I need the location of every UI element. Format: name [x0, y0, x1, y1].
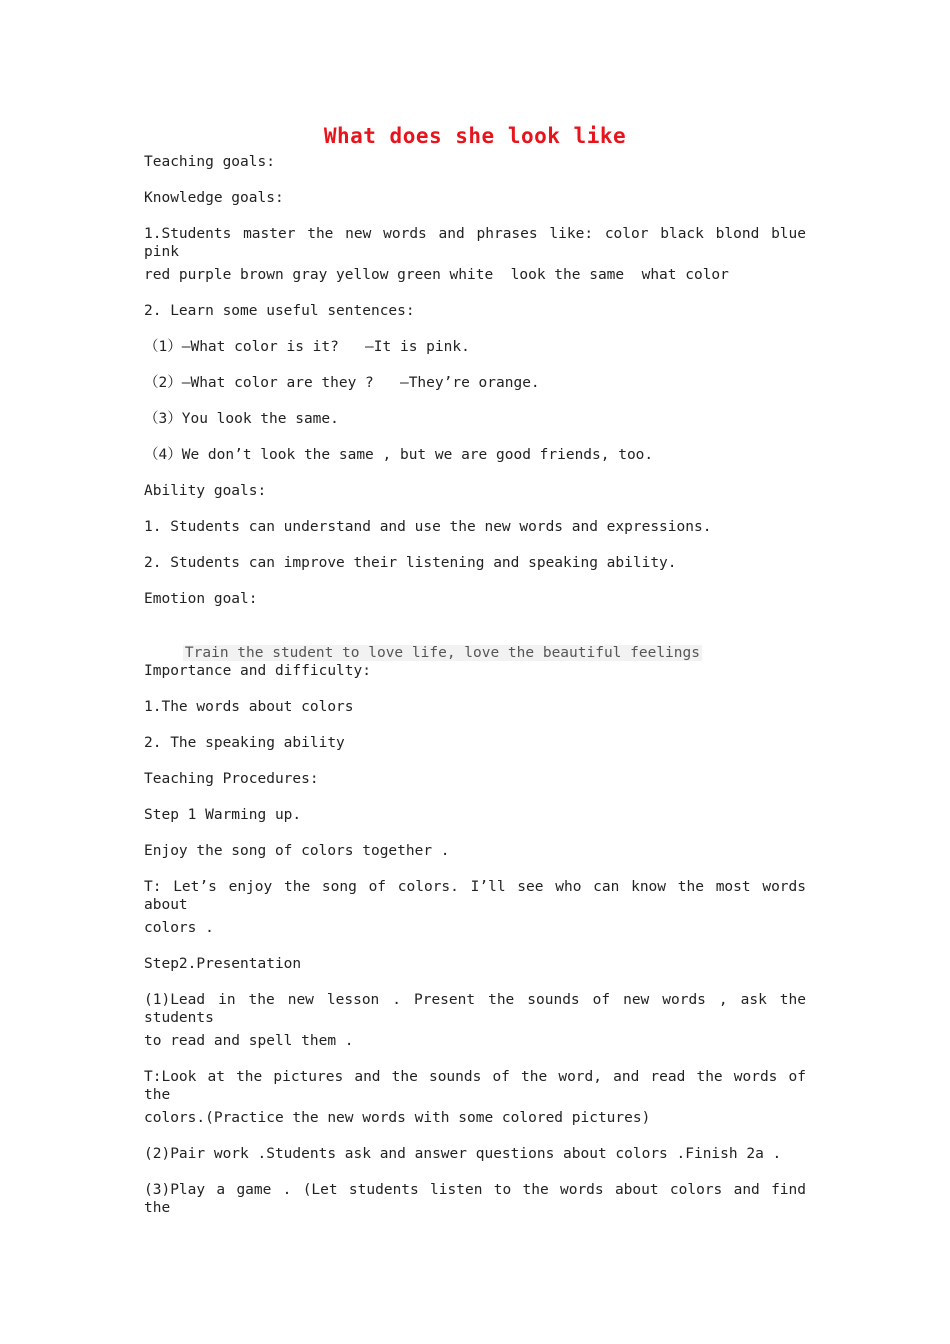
- step-2-heading: Step2.Presentation: [144, 956, 302, 972]
- knowledge-item-1: 1.Students master the new words and phrases like: color black blond blue pink: [144, 226, 806, 260]
- step-1-heading: Step 1 Warming up.: [144, 807, 302, 823]
- importance-item-2: 2. The speaking ability: [144, 735, 345, 751]
- step-2-teacher-line-cont: colors.(Practice the new words with some colored pictures): [144, 1110, 651, 1126]
- importance-item-1: 1.The words about colors: [144, 699, 354, 715]
- ability-item-1: 1. Students can understand and use the new words and expressions.: [144, 519, 712, 535]
- step-1-teacher-line-cont: colors .: [144, 920, 214, 936]
- step-2-item-1-cont: to read and spell them .: [144, 1033, 354, 1049]
- heading-emotion-goal: Emotion goal:: [144, 591, 258, 607]
- heading-importance: Importance and difficulty:: [144, 663, 371, 679]
- sentence-1: （1）—What color is it? —It is pink.: [144, 339, 470, 355]
- step-2-item-1: (1)Lead in the new lesson . Present the sounds of new words , ask the students: [144, 992, 806, 1026]
- step-1-teacher-line: T: Let’s enjoy the song of colors. I’ll see who can know the most words about: [144, 879, 806, 913]
- sentence-3: （3）You look the same.: [144, 411, 339, 427]
- heading-teaching-goals: Teaching goals:: [144, 154, 275, 170]
- sentence-2: （2）—What color are they ? —They’re orange.: [144, 375, 540, 391]
- heading-knowledge-goals: Knowledge goals:: [144, 190, 284, 206]
- step-1-text: Enjoy the song of colors together .: [144, 843, 450, 859]
- step-2-teacher-line: T:Look at the pictures and the sounds of the word, and read the words of the: [144, 1069, 806, 1103]
- ability-item-2: 2. Students can improve their listening and speaking ability.: [144, 555, 677, 571]
- emotion-goal-text: Train the student to love life, love the beautiful feelings: [184, 645, 700, 661]
- heading-ability-goals: Ability goals:: [144, 483, 267, 499]
- sentence-4: （4）We don’t look the same , but we are good friends, too.: [144, 447, 654, 463]
- step-2-item-2: (2)Pair work .Students ask and answer questions about colors .Finish 2a .: [144, 1146, 782, 1162]
- knowledge-item-2: 2. Learn some useful sentences:: [144, 303, 415, 319]
- step-2-item-3: (3)Play a game . (Let students listen to the words about colors and find the: [144, 1182, 806, 1216]
- knowledge-item-1-cont: red purple brown gray yellow green white look the same what color: [144, 267, 729, 283]
- heading-teaching-procedures: Teaching Procedures:: [144, 771, 319, 787]
- document-title: What does she look like: [323, 124, 627, 148]
